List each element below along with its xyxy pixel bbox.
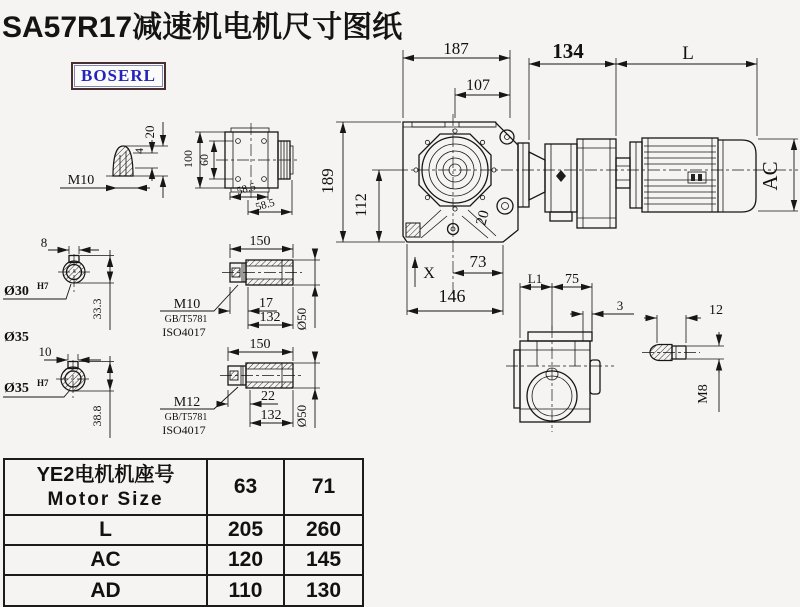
value-L-63: 205: [207, 515, 284, 545]
dim-112: 112: [353, 193, 370, 217]
dim-17: 17: [259, 296, 273, 311]
dim-73: 73: [469, 252, 487, 271]
side-view: [318, 39, 798, 315]
dim-10: 10: [38, 344, 52, 359]
dim-189: 189: [318, 168, 337, 194]
dim-AC: AC: [758, 161, 782, 191]
gearbox-bottom-view: [506, 271, 634, 432]
row-label-L: L: [4, 515, 207, 545]
label-d35-od: Ø35: [4, 330, 29, 345]
row-label-AC: AC: [4, 545, 207, 575]
page-title: SA57R17减速机电机尺寸图纸: [2, 11, 403, 44]
value-AD-63: 110: [207, 575, 284, 606]
dim-33-3: 33.3: [90, 298, 104, 320]
brand-logo-text: BOSERL: [74, 65, 163, 87]
dim-100: 100: [181, 150, 195, 168]
dim-20-plug: 20: [142, 125, 157, 139]
oil-plug: [406, 223, 420, 237]
header-en: Motor Size: [47, 489, 164, 510]
hollow-shaft-150-22-view: [160, 337, 320, 437]
dim-132-b: 132: [260, 408, 282, 423]
dim-58-5-a: 58.5: [235, 180, 258, 198]
bolt-callout-m10: M10: [173, 297, 201, 312]
table-header-row: [4, 459, 363, 515]
dim-132-a: 132: [259, 310, 281, 325]
dim-8: 8: [40, 235, 48, 250]
shaft-section-30-view: [3, 235, 114, 330]
dim-20-face: 20: [473, 208, 493, 228]
value-AC-71: 145: [284, 545, 363, 575]
motor-fins: [644, 138, 716, 212]
dim-22: 22: [261, 389, 275, 404]
plug-bolt-view: [60, 122, 168, 198]
dim-d50-b: Ø50: [294, 404, 309, 428]
row-label-AD: AD: [4, 575, 207, 606]
std-iso4017-a: ISO4017: [162, 325, 206, 339]
shaft-section-35-view: [3, 344, 114, 438]
dim-d50-a: Ø50: [294, 307, 309, 331]
std-gbt5781-a: GB/T5781: [164, 314, 208, 325]
dim-107: 107: [466, 77, 490, 94]
header-size-63: 63: [207, 459, 284, 515]
label-d30: Ø30: [4, 284, 29, 299]
value-L-71: 260: [284, 515, 363, 545]
coupling-mark: [556, 170, 566, 182]
bolt-callout-m12: M12: [173, 395, 201, 410]
label-d30-tol: H7: [37, 281, 49, 291]
gearbox-top-view: [181, 123, 300, 215]
dim-187: 187: [443, 39, 469, 58]
hollow-shaft-150-17-view: [160, 234, 320, 339]
dim-150-b: 150: [249, 337, 271, 352]
std-iso4017-b: ISO4017: [162, 423, 206, 437]
label-d35h7: Ø35: [4, 381, 29, 396]
dim-L1: L1: [527, 271, 543, 286]
dim-150-a: 150: [249, 234, 271, 249]
table-row: [4, 545, 363, 575]
motor-size-table: [3, 458, 364, 607]
value-AC-63: 120: [207, 545, 284, 575]
label-d35h7-tol: H7: [37, 378, 49, 388]
dim-60: 60: [197, 154, 211, 166]
header-size-71: 71: [284, 459, 363, 515]
plug-thread-label: M10: [67, 173, 95, 188]
dim-146: 146: [438, 286, 466, 306]
table-row: [4, 575, 363, 606]
header-cn: YE2电机机座号: [36, 464, 175, 486]
dim-3: 3: [616, 298, 624, 313]
label-M8: M8: [696, 384, 711, 404]
brand-logo: [71, 62, 166, 90]
table-row: [4, 515, 363, 545]
dim-4: 4: [132, 148, 146, 154]
dim-12: 12: [709, 303, 723, 318]
dim-75: 75: [565, 272, 579, 287]
dim-134: 134: [552, 39, 584, 63]
dim-58-5-b: 58.5: [254, 196, 277, 214]
bolt-m8-view: [642, 303, 724, 412]
header-motor-size-cell: [4, 459, 207, 515]
std-gbt5781-b: GB/T5781: [164, 412, 208, 423]
dim-38-8: 38.8: [90, 405, 104, 427]
label-X: X: [423, 265, 435, 282]
dim-L: L: [682, 43, 694, 64]
value-AD-71: 130: [284, 575, 363, 606]
